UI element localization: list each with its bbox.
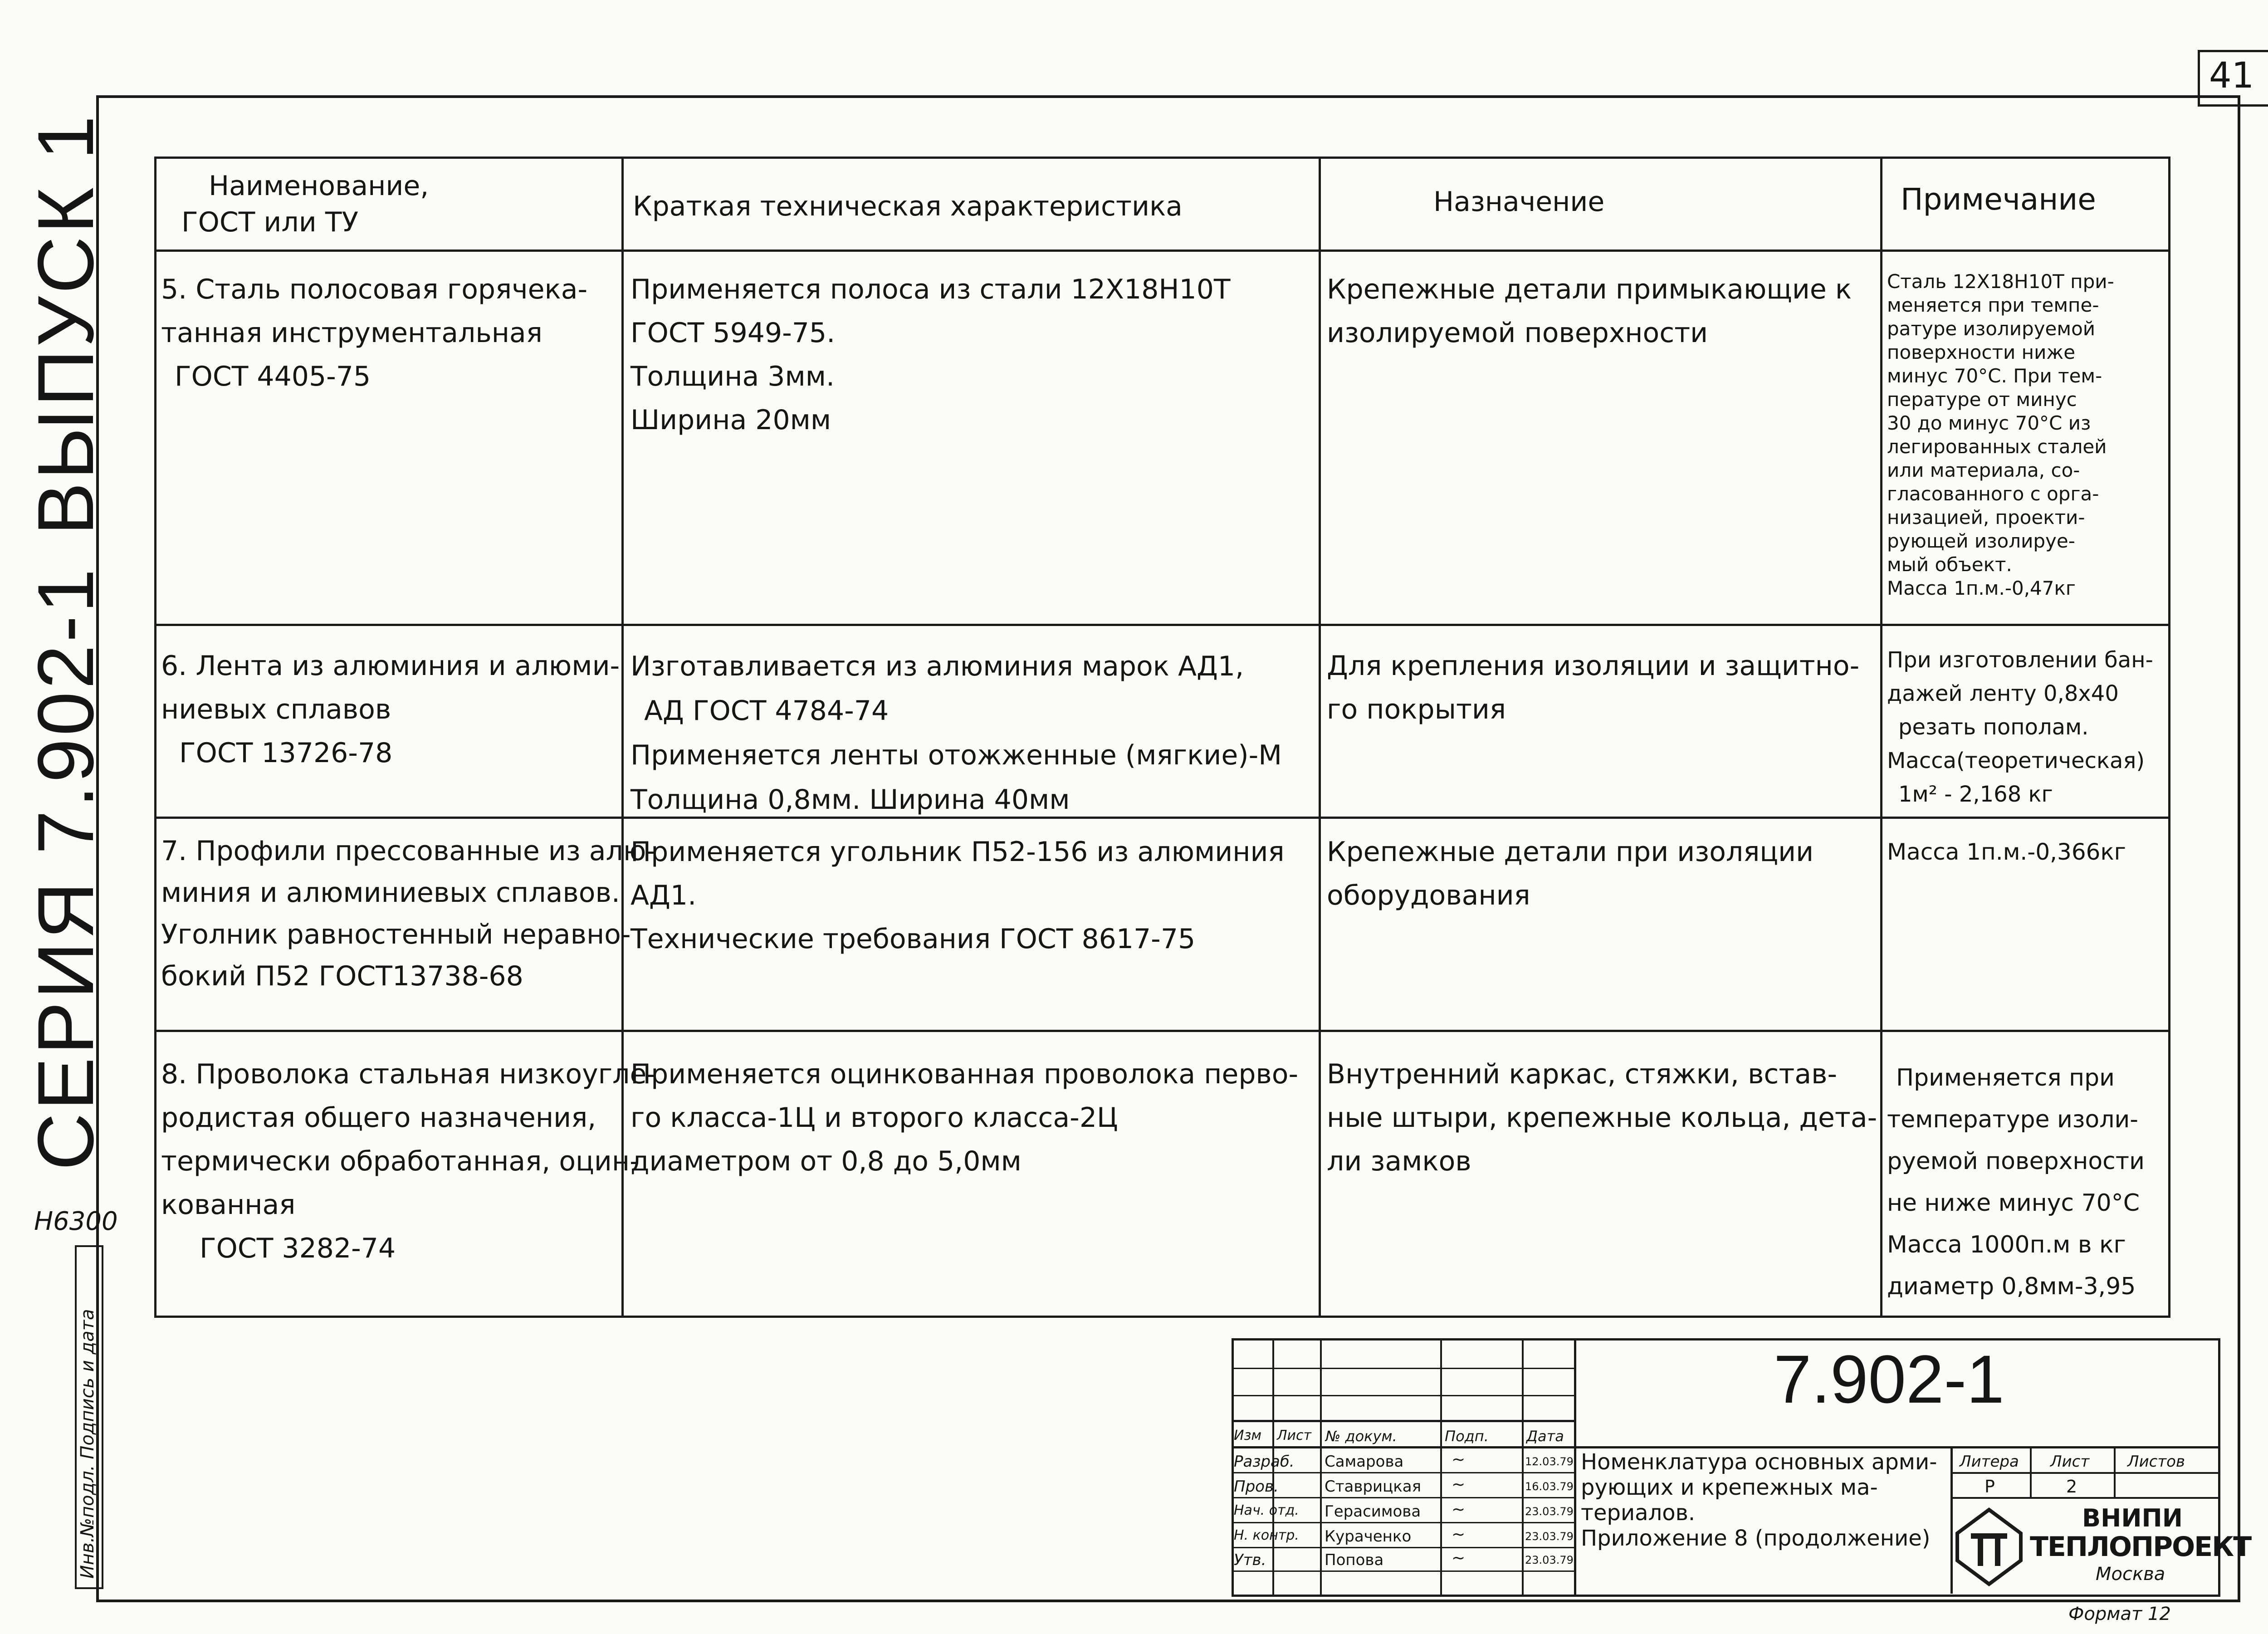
series-label: СЕРИЯ 7.902-1 — [22, 566, 110, 1170]
row-6-purpose: Для крепления изоляции и защитно- го покрытия — [1327, 650, 1860, 725]
row-6-spec: Изготавливается из алюминия марок АД1, АД ГОСТ 4784-74 Применяется ленты отожженные (мягкие)-М Толщина 0,8мм. Ширина 40мм — [631, 651, 1282, 816]
row-7-purpose: Крепежные детали при изоляции оборудования — [1327, 836, 1814, 911]
tb-vline-5 — [1574, 1338, 1576, 1595]
tb-org-3: Москва — [2096, 1564, 2165, 1585]
tb-role-3: Нач. отд. — [1234, 1502, 1299, 1518]
tb-hline-8 — [1232, 1547, 1574, 1548]
tb-name-3: Герасимова — [1325, 1502, 1421, 1521]
tb-hline-4 — [1232, 1446, 2218, 1448]
tb-stage-header-2: Лист — [2050, 1453, 2090, 1471]
tb-title: Номенклатура основных арми- рующих и крепежных ма- териалов. Приложение 8 (продолжение) — [1581, 1449, 1937, 1551]
row-8-purpose: Внутренний каркас, стяжки, встав- ные штыри, крепежные кольца, дета- ли замков — [1327, 1058, 1877, 1177]
tb-col-izm: Изм — [1234, 1428, 1262, 1443]
tb-stage-value-2: 2 — [2066, 1477, 2077, 1497]
header-note: Примечание — [1901, 182, 2096, 217]
tb-role-1: Разраб. — [1234, 1453, 1295, 1471]
format-label: Формат 12 — [2068, 1604, 2171, 1624]
tb-stage-hline-1 — [1950, 1472, 2218, 1474]
tb-col-doc: № докум. — [1325, 1428, 1397, 1445]
code-label: Н6300 — [34, 1207, 118, 1236]
tb-role-2: Пров. — [1234, 1477, 1279, 1496]
tb-col-list: Лист — [1277, 1428, 1312, 1443]
table-row-divider-1 — [154, 624, 2168, 626]
org-logo-icon — [1953, 1506, 2025, 1588]
tb-hline-7 — [1232, 1522, 1574, 1523]
tb-org-2: ТЕПЛОПРОЕКТ — [2030, 1531, 2251, 1563]
tb-date-3: 23.03.79 — [1525, 1505, 1574, 1518]
tb-date-2: 16.03.79 — [1525, 1480, 1574, 1493]
issue-label: ВЫПУСК 1 — [22, 113, 110, 535]
tb-hline-6 — [1232, 1497, 1574, 1498]
tb-hline-3 — [1232, 1420, 1574, 1422]
tb-hline-9 — [1232, 1570, 1574, 1572]
tb-sign-1: ~ — [1452, 1450, 1466, 1469]
row-6-name: 6. Лента из алюминия и алюми- ниевых сплавов ГОСТ 13726-78 — [161, 650, 620, 769]
row-7-spec: Применяется угольник П52-156 из алюминия АД1. Технические требования ГОСТ 8617-75 — [631, 836, 1285, 955]
table-col-divider-2 — [1319, 157, 1321, 1316]
tb-stage-hline-2 — [1950, 1497, 2218, 1499]
tb-sign-4: ~ — [1452, 1525, 1466, 1544]
tb-sign-2: ~ — [1452, 1475, 1466, 1494]
tb-date-4: 23.03.79 — [1525, 1530, 1574, 1543]
tb-name-5: Попова — [1325, 1551, 1384, 1569]
tb-sign-3: ~ — [1452, 1500, 1466, 1519]
tb-date-5: 23.03.79 — [1525, 1554, 1574, 1566]
tb-name-2: Ставрицкая — [1325, 1477, 1422, 1496]
tb-date-1: 12.03.79 — [1525, 1455, 1574, 1468]
header-purpose: Назначение — [1433, 186, 1605, 218]
row-8-spec: Применяется оцинкованная проволока перво- го класса-1Ц и второго класса-2Ц диаметром от 0,8 до 5,0мм — [631, 1058, 1299, 1177]
tb-stage-col-1 — [2030, 1446, 2032, 1498]
tb-hline-5 — [1232, 1472, 1574, 1473]
header-spec: Краткая техническая характеристика — [633, 191, 1183, 222]
inv-stamp-label: Инв.№подл. Подпись и дата — [77, 1309, 98, 1579]
tb-stage-value-1: Р — [1984, 1477, 1995, 1497]
row-6-note: При изготовлении бан- дажей ленту 0,8х40 резать пополам. Масса(теоретическая) 1м² - 2,168 кг — [1887, 647, 2153, 807]
tb-hline-1 — [1232, 1368, 1574, 1369]
row-5-purpose: Крепежные детали примыкающие к изолируемой поверхности — [1327, 274, 1852, 349]
tb-vline-3 — [1440, 1338, 1442, 1595]
row-7-name: 7. Профили прессованные из алю- миния и алюминиевых сплавов. Уголник равностенный неравно- бокий П52 ГОСТ13738-68 — [161, 835, 656, 992]
doc-code: 7.902-1 — [1774, 1341, 2004, 1417]
row-8-name: 8. Проволока стальная низкоугле- родистая общего назначения, термически обработанная, оцин- кованная ГОСТ 3282-74 — [161, 1058, 657, 1264]
tb-role-5: Утв. — [1234, 1551, 1266, 1569]
tb-col-date: Дата — [1526, 1428, 1564, 1445]
tb-name-4: Кураченко — [1325, 1527, 1412, 1546]
tb-hline-2 — [1232, 1395, 1574, 1396]
table-col-divider-3 — [1880, 157, 1882, 1316]
row-5-name: 5. Сталь полосовая горячека- танная инструментальная ГОСТ 4405-75 — [161, 274, 588, 392]
tb-org-1: ВНИПИ — [2082, 1504, 2183, 1532]
tb-stage-header-3: Листов — [2127, 1453, 2185, 1471]
row-7-note: Масса 1п.м.-0,366кг — [1887, 839, 2126, 865]
tb-vline-4 — [1522, 1338, 1524, 1595]
page-number: 41 — [2209, 55, 2254, 96]
tb-name-1: Самарова — [1325, 1453, 1404, 1471]
tb-sign-5: ~ — [1452, 1549, 1466, 1567]
row-5-spec: Применяется полоса из стали 12Х18Н10Т ГОСТ 5949-75. Толщина 3мм. Ширина 20мм — [631, 274, 1231, 436]
row-5-note: Сталь 12Х18Н10Т при- меняется при темпе- ратуре изолируемой поверхности ниже минус 70°С. При тем- пературе от минус 30 до минус 70°С из легированных сталей или материала, со- гласованного с орга- низацией, проекти- рующей изолируе- мый объект. Масса 1п.м.-0,47кг — [1887, 270, 2114, 599]
tb-col-sign: Подп. — [1445, 1428, 1489, 1445]
tb-role-4: Н. контр. — [1234, 1527, 1299, 1543]
tb-stage-col-2 — [2114, 1446, 2116, 1498]
table-row-divider-3 — [154, 1030, 2168, 1032]
tb-stage-header-1: Литера — [1960, 1453, 2019, 1471]
row-8-note: Применяется при температуре изоли- руемой поверхности не ниже минус 70°С Масса 1000п.м в кг диаметр 0,8мм-3,95 — [1887, 1064, 2145, 1300]
tb-vline-2 — [1320, 1338, 1322, 1595]
table-header-divider — [154, 250, 2168, 252]
header-name: Наименование, ГОСТ или ТУ — [181, 170, 429, 238]
